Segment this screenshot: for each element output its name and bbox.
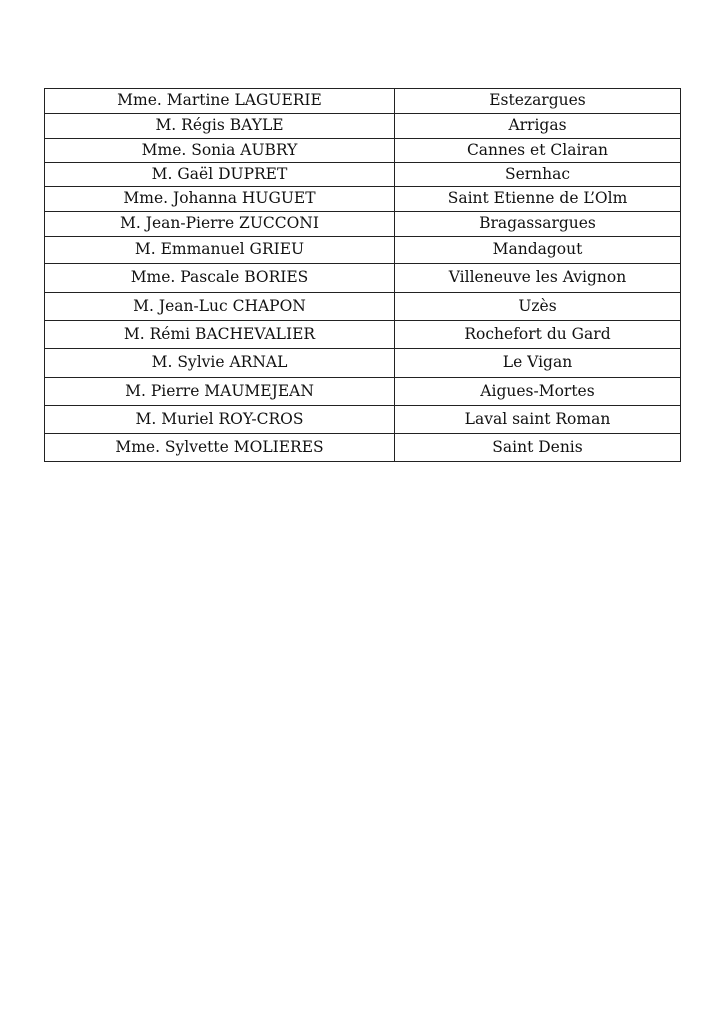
member-town: Saint Denis: [395, 434, 681, 462]
member-town: Laval saint Roman: [395, 406, 681, 434]
table-row: [45, 349, 681, 378]
table-row: [45, 89, 681, 114]
table-row: [45, 212, 681, 237]
table-row: [45, 187, 681, 212]
member-name: M. Pierre MAUMEJEAN: [45, 378, 395, 406]
member-town: Saint Etienne de L’Olm: [395, 187, 681, 212]
member-town: Aigues-Mortes: [395, 378, 681, 406]
table-row: [45, 293, 681, 321]
table-row: [45, 114, 681, 139]
member-name: M. Rémi BACHEVALIER: [45, 321, 395, 349]
member-name: M. Muriel ROY-CROS: [45, 406, 395, 434]
member-name: Mme. Martine LAGUERIE: [45, 89, 395, 114]
members-table: [44, 88, 681, 462]
table-row: [45, 264, 681, 293]
member-name: M. Emmanuel GRIEU: [45, 237, 395, 264]
member-town: Uzès: [395, 293, 681, 321]
member-town: Cannes et Clairan: [395, 139, 681, 163]
member-town: Rochefort du Gard: [395, 321, 681, 349]
member-name: Mme. Johanna HUGUET: [45, 187, 395, 212]
table-row: [45, 237, 681, 264]
member-town: Le Vigan: [395, 349, 681, 378]
table-row: [45, 378, 681, 406]
member-town: Bragassargues: [395, 212, 681, 237]
table-row: [45, 406, 681, 434]
table-row: [45, 139, 681, 163]
member-name: M. Gaël DUPRET: [45, 163, 395, 187]
member-town: Estezargues: [395, 89, 681, 114]
member-town: Villeneuve les Avignon: [395, 264, 681, 293]
table-row: [45, 321, 681, 349]
member-name: Mme. Sylvette MOLIERES: [45, 434, 395, 462]
member-name: M. Jean-Pierre ZUCCONI: [45, 212, 395, 237]
member-town: Mandagout: [395, 237, 681, 264]
table-row: [45, 434, 681, 462]
member-name: M. Régis BAYLE: [45, 114, 395, 139]
member-name: Mme. Pascale BORIES: [45, 264, 395, 293]
member-name: M. Jean-Luc CHAPON: [45, 293, 395, 321]
member-name: Mme. Sonia AUBRY: [45, 139, 395, 163]
member-town: Sernhac: [395, 163, 681, 187]
table-row: [45, 163, 681, 187]
member-town: Arrigas: [395, 114, 681, 139]
member-name: M. Sylvie ARNAL: [45, 349, 395, 378]
